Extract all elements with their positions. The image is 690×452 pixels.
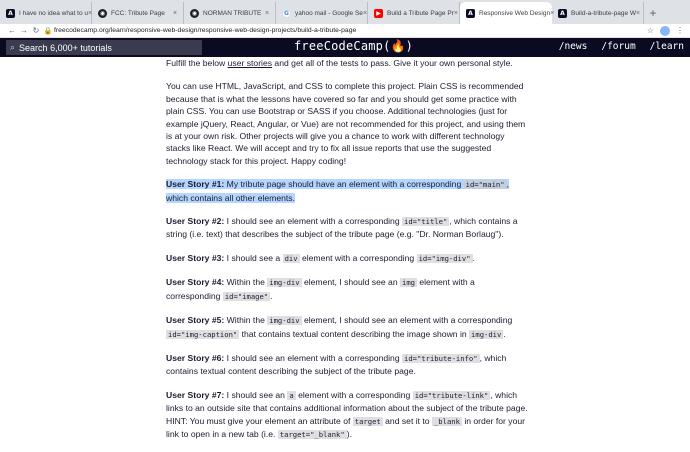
nav-link-forum[interactable]: /forum <box>601 41 636 52</box>
tech-paragraph: You can use HTML, JavaScript, and CSS to complete this project. Plain CSS is recommended because that is what the lessons have covered so far and you should get some practice with plain CSS. You can use Bootstrap or SASS if you choose. Additional technologies (just for example jQuery, React, Angular, or Vue) are not recommended for this project, and using them is at your own risk. Other projects will give you a chance to work with different technology stacks like React. We will accept and try to fix all issue reports that use the suggested technology stack for this project. Happy coding! <box>166 81 526 166</box>
nav-links <box>559 41 684 52</box>
user-story-2: User Story #2: I should see an element with a corresponding id="title" , which contains a string (i.e. text) that describes the subject of the tribute page (e.g. "Dr. Norman Borlaug"). <box>166 216 518 240</box>
user-story-3: User Story #3: I should see a div element with a corresponding id="img-div" . <box>166 252 475 263</box>
close-icon[interactable]: × <box>550 9 555 17</box>
forward-icon[interactable]: → <box>20 26 28 35</box>
user-story-6: User Story #6: I should see an element with a corresponding id="tribute-info" , which contains textual content describing the subject of the tribute page. <box>166 352 507 377</box>
browser-tab[interactable] <box>552 2 644 24</box>
user-story-5: User Story #5: Within the img-div element, I should see an element with a corresponding id="img-caption" that contains textual content describing the image shown in img-div . <box>166 315 513 339</box>
browser-tab[interactable] <box>460 2 555 24</box>
profile-avatar[interactable] <box>660 26 670 36</box>
user-story-4: User Story #4: Within the img-div element, I should see an img element with a corresponding id="image" . <box>166 277 475 301</box>
star-icon[interactable]: ☆ <box>646 26 654 35</box>
url-host: freecodecamp.org <box>54 27 109 34</box>
tab-title: Responsive Web Design <box>479 9 551 17</box>
fcc-navbar <box>0 38 690 57</box>
reload-icon[interactable]: ↻ <box>32 26 40 35</box>
browser-tab[interactable] <box>276 2 368 24</box>
fcc-icon: A <box>6 9 15 18</box>
browser-tab-strip <box>0 0 690 24</box>
codepen-icon: ◉ <box>99 9 106 17</box>
browser-tab[interactable] <box>0 2 92 24</box>
user-stories-link[interactable]: user stories <box>227 58 273 68</box>
menu-icon[interactable]: ⋮ <box>676 26 684 35</box>
browser-tab[interactable] <box>184 2 276 24</box>
search-box[interactable] <box>6 40 202 55</box>
tab-title: yahoo mail - Google Se <box>295 9 363 17</box>
tab-title: I have no idea what to u <box>19 9 89 17</box>
fcc-icon: A <box>558 9 567 18</box>
url-text[interactable] <box>54 27 647 34</box>
fcc-logo[interactable]: freeCodeCamp(🔥) <box>294 39 414 53</box>
search-placeholder: Search 6,000+ tutorials <box>19 42 112 53</box>
address-bar[interactable] <box>0 24 690 38</box>
codepen-icon: ◉ <box>191 9 198 17</box>
google-icon: G <box>282 9 291 18</box>
nav-link-news[interactable]: /news <box>558 41 588 52</box>
search-icon: ⌕ <box>10 42 16 52</box>
close-icon[interactable]: × <box>453 9 458 17</box>
browser-tab[interactable] <box>92 2 184 24</box>
fcc-icon: A <box>466 9 475 18</box>
challenge-description <box>166 57 530 452</box>
back-icon[interactable]: ← <box>8 26 16 35</box>
user-story-7: User Story #7: I should see an a element with a corresponding id="tribute-link" , which links to an outside site that contains additional information about the subject of the tribute page. HINT: You must give your element an attribute of target and set it to _blank in order for your link to open in a new tab (i.e. target="_blank" ). <box>166 389 528 439</box>
tab-title: FCC: Tribute Page <box>111 9 165 17</box>
close-icon[interactable]: × <box>362 9 368 17</box>
lock-icon[interactable]: 🔒 <box>43 27 53 35</box>
youtube-icon: ▶ <box>374 9 383 18</box>
tab-title: NORMAN TRIBUTE <box>203 9 262 17</box>
tab-title: Build a Tribute Page Pr <box>387 9 454 17</box>
nav-link-learn[interactable]: /learn <box>649 41 684 52</box>
close-icon[interactable]: × <box>264 9 270 17</box>
browser-tab[interactable] <box>368 2 460 24</box>
close-icon[interactable]: × <box>172 9 178 17</box>
user-story-1: User Story #1: My tribute page should have an element with a corresponding id="main" , which contains all other elements. <box>166 179 509 203</box>
intro-paragraph: Fulfill the below user stories and get all of the tests to pass. Give it your own personal style. <box>166 58 513 68</box>
new-tab-button[interactable]: + <box>649 6 657 20</box>
close-icon[interactable]: × <box>88 9 93 17</box>
url-path: /learn/responsive-web-design/responsive-web-design-projects/build-a-tribute-page <box>108 27 357 34</box>
tab-title: Build-a-tribute-page W <box>571 9 637 17</box>
close-icon[interactable]: × <box>636 9 641 17</box>
